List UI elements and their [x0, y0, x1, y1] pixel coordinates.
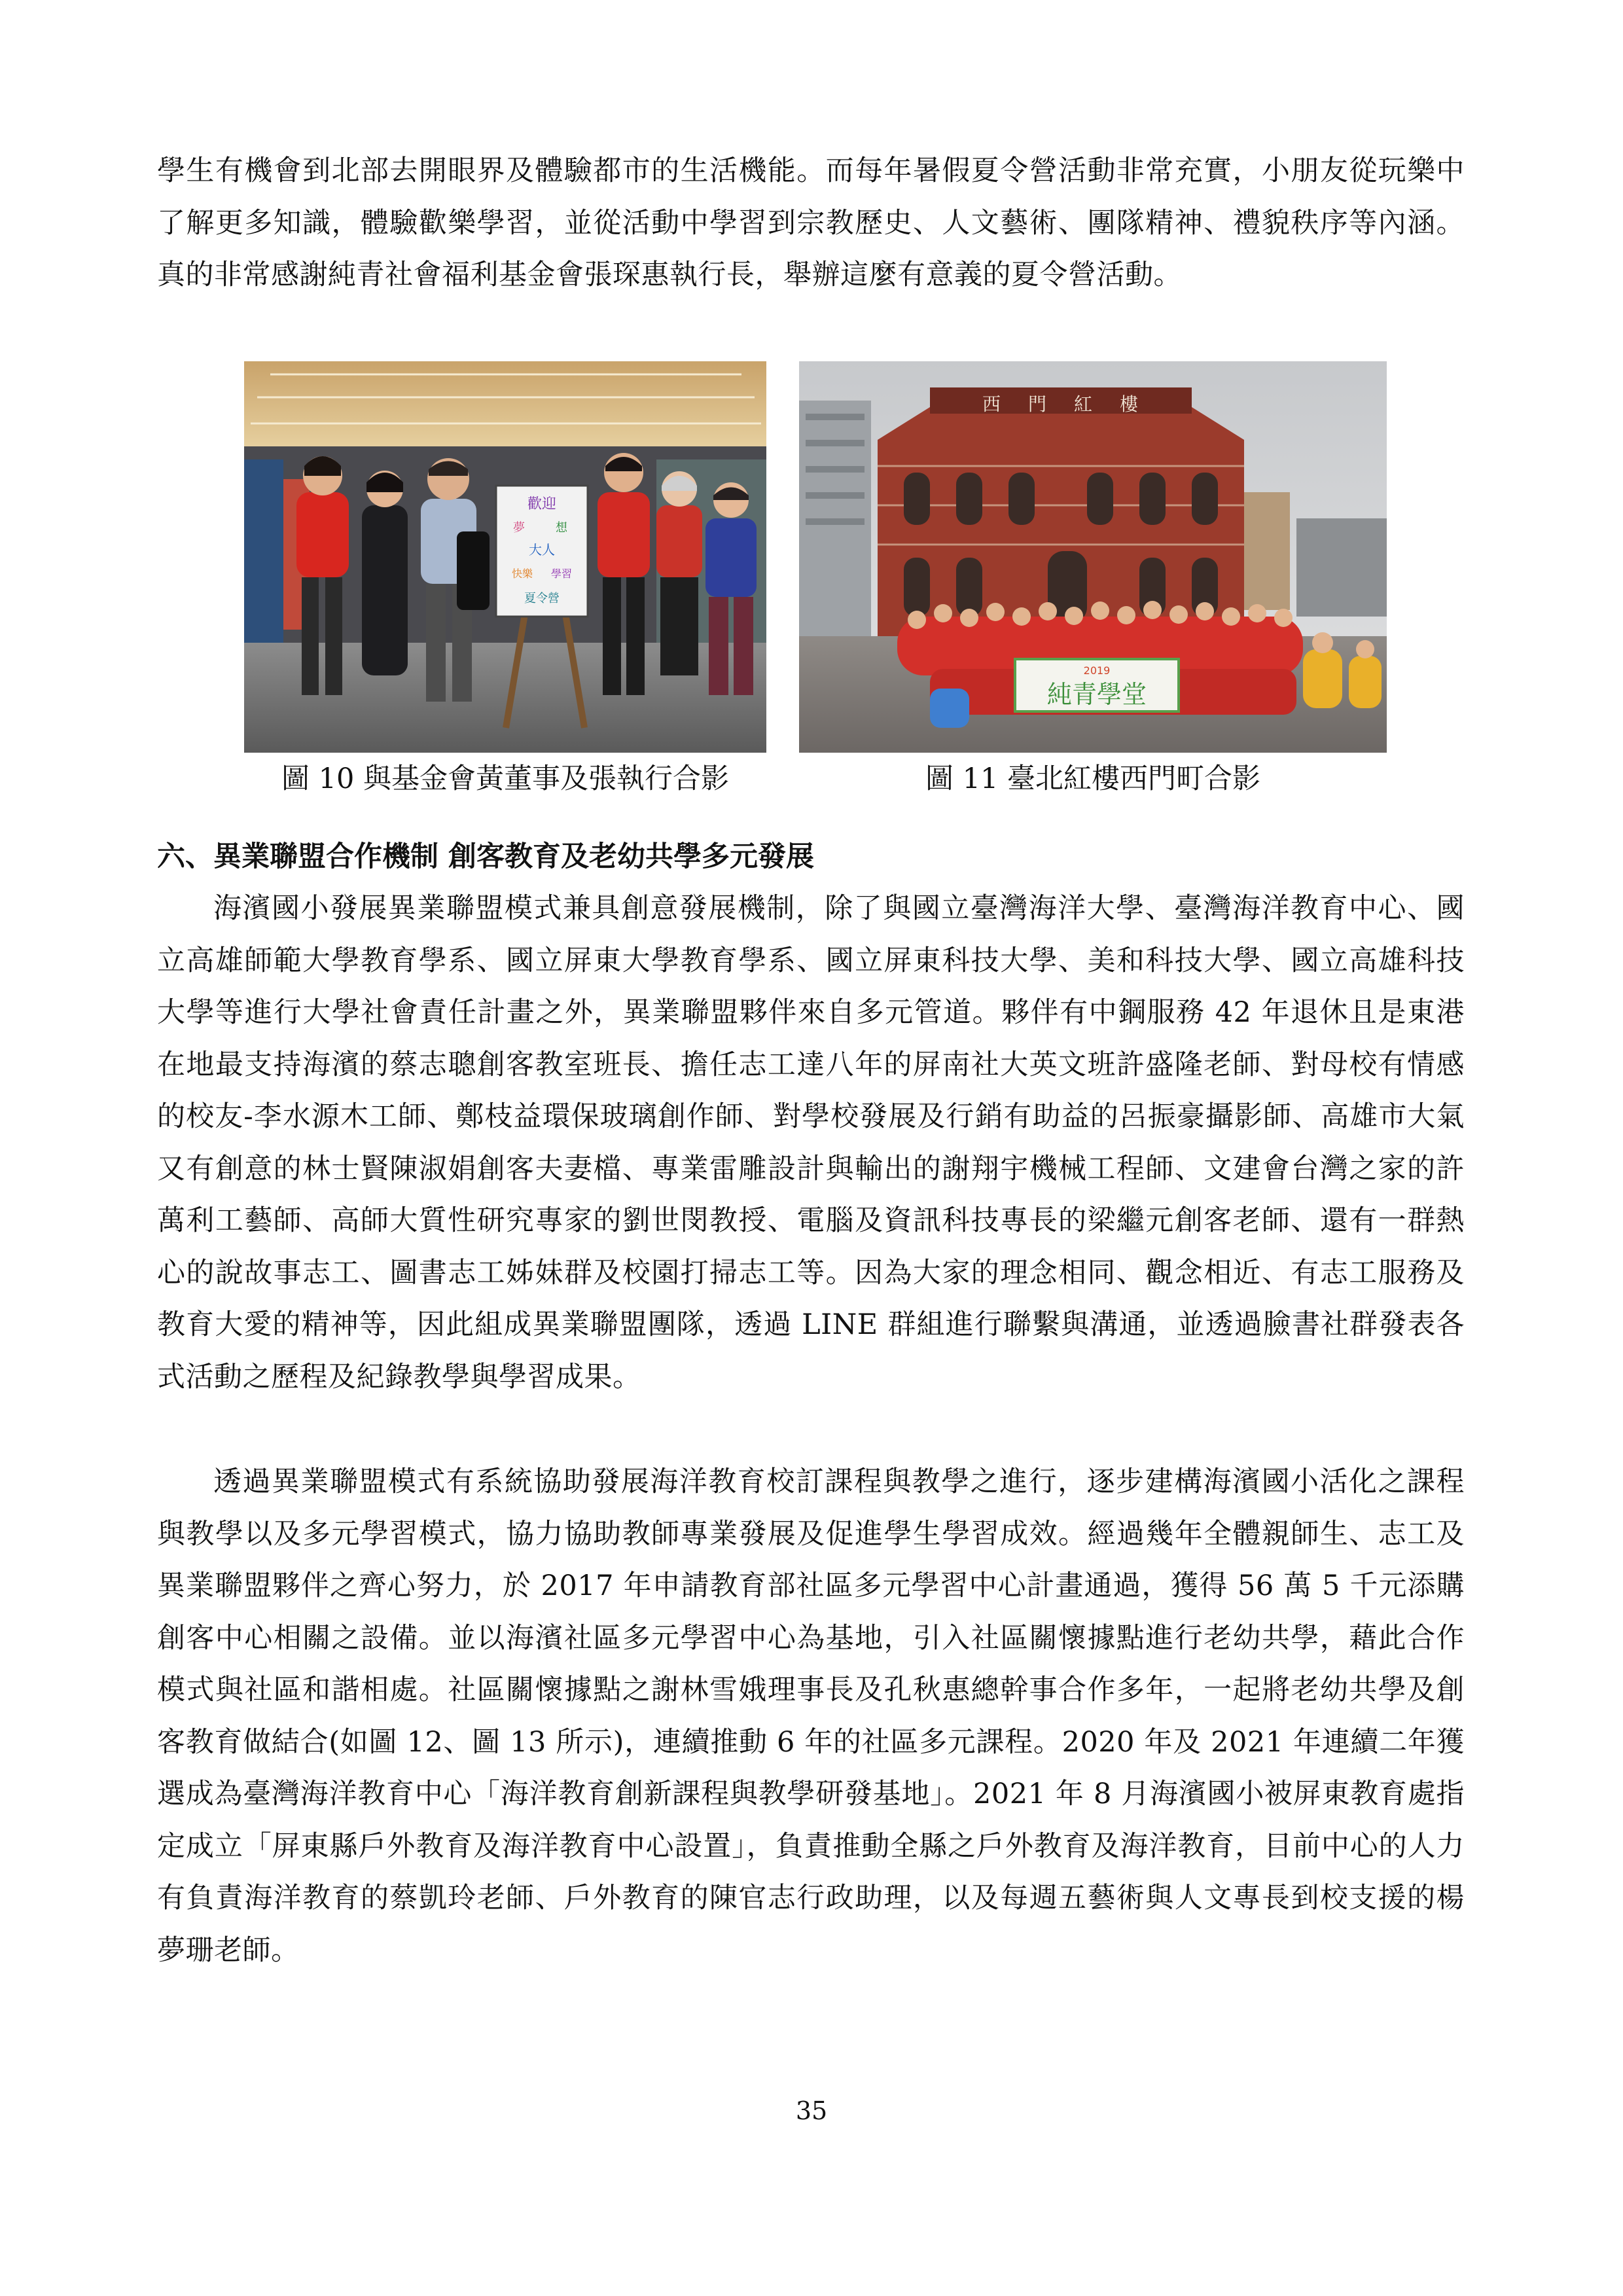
board-line-1: 歡迎: [527, 496, 557, 512]
board-line-5: 快樂: [511, 567, 533, 580]
board-line-3: 想: [556, 521, 567, 535]
figure-11-photo: [799, 361, 1387, 753]
sign-char-4: 樓: [1120, 393, 1139, 415]
section-paragraph-2: 透過異業聯盟模式有系統協助發展海洋教育校訂課程與教學之進行，逐步建構海濱國小活化之課程與教學以及多元學習模式，協力協助教師專業發展及促進學生學習成效。經過幾年全體親師生、志工及異業聯盟夥伴之齊心努力，於 2017 年申請教育部社區多元學習中心計畫通過，獲得 56 萬 5 千元添購創客中心相關之設備。並以海濱社區多元學習中心為基地，引入社區關懷據點進行老幼共學，藉此合作模式與社區和諧相處。社區關懷據點之謝林雪娥理事長及孔秋惠總幹事合作多年，一起將老幼共學及創客教育做結合(如圖 12、圖 13 所示)，連續推動 6 年的社區多元課程。2020 年及 2021 年連續二年獲選成為臺灣海洋教育中心「海洋教育創新課程與教學研發基地」。2021 年 8 月海濱國小被屏東教育處指定成立「屏東縣戶外教育及海洋教育中心設置」，負責推動全縣之戶外教育及海洋教育，目前中心的人力有負責海洋教育的蔡凱玲老師、戶外教育的陳官志行政助理，以及每週五藝術與人文專長到校支援的楊夢珊老師。: [157, 1465, 1465, 1967]
figure-11-caption: 圖 11 臺北紅樓西門町合影: [925, 762, 1261, 795]
sign-char-1: 西: [982, 393, 1001, 415]
page-number: 35: [795, 2096, 828, 2125]
figure-11-illustration: [799, 361, 1387, 753]
board-line-7: 夏令營: [524, 592, 560, 605]
banner-year: 2019: [1083, 664, 1111, 677]
banner-text: 純青學堂: [1046, 680, 1147, 709]
board-line-4: 大人: [529, 542, 555, 558]
sign-char-2: 門: [1028, 393, 1047, 415]
intro-paragraph: 學生有機會到北部去開眼界及體驗都市的生活機能。而每年暑假夏令營活動非常充實，小朋友從玩樂中了解更多知識，體驗歡樂學習，並從活動中學習到宗教歷史、人文藝術、團隊精神、禮貌秩序等內涵。真的非常感謝純青社會福利基金會張琛惠執行長，舉辦這麼有意義的夏令營活動。: [157, 154, 1465, 291]
section-paragraph-1: 海濱國小發展異業聯盟模式兼具創意發展機制，除了與國立臺灣海洋大學、臺灣海洋教育中心、國立高雄師範大學教育學系、國立屏東大學教育學系、國立屏東科技大學、美和科技大學、國立高雄科技大學等進行大學社會責任計畫之外，異業聯盟夥伴來自多元管道。夥伴有中鋼服務 42 年退休且是東港在地最支持海濱的蔡志聰創客教室班長、擔任志工達八年的屏南社大英文班許盛隆老師、對母校有情感的校友-李水源木工師、鄭枝益環保玻璃創作師、對學校發展及行銷有助益的呂振豪攝影師、高雄市大氣又有創意的林士賢陳淑娟創客夫妻檔、專業雷雕設計與輸出的謝翔宇機械工程師、文建會台灣之家的許萬利工藝師、高師大質性研究專家的劉世閔教授、電腦及資訊科技專長的梁繼元創客老師、還有一群熱心的說故事志工、圖書志工姊妹群及校園打掃志工等。因為大家的理念相同、觀念相近、有志工服務及教育大愛的精神等，因此組成異業聯盟團隊，透過 LINE 群組進行聯繫與溝通，並透過臉書社群發表各式活動之歷程及紀錄教學與學習成果。: [157, 892, 1465, 1393]
board-line-6: 學習: [550, 567, 573, 580]
section-heading: 六、異業聯盟合作機制 創客教育及老幼共學多元發展: [157, 840, 814, 873]
board-line-2: 夢: [513, 521, 525, 535]
figure-10-caption: 圖 10 與基金會黃董事及張執行合影: [281, 762, 730, 795]
figure-10-illustration: [244, 361, 766, 753]
sign-char-3: 紅: [1074, 393, 1093, 415]
figure-10-photo: [244, 361, 766, 753]
